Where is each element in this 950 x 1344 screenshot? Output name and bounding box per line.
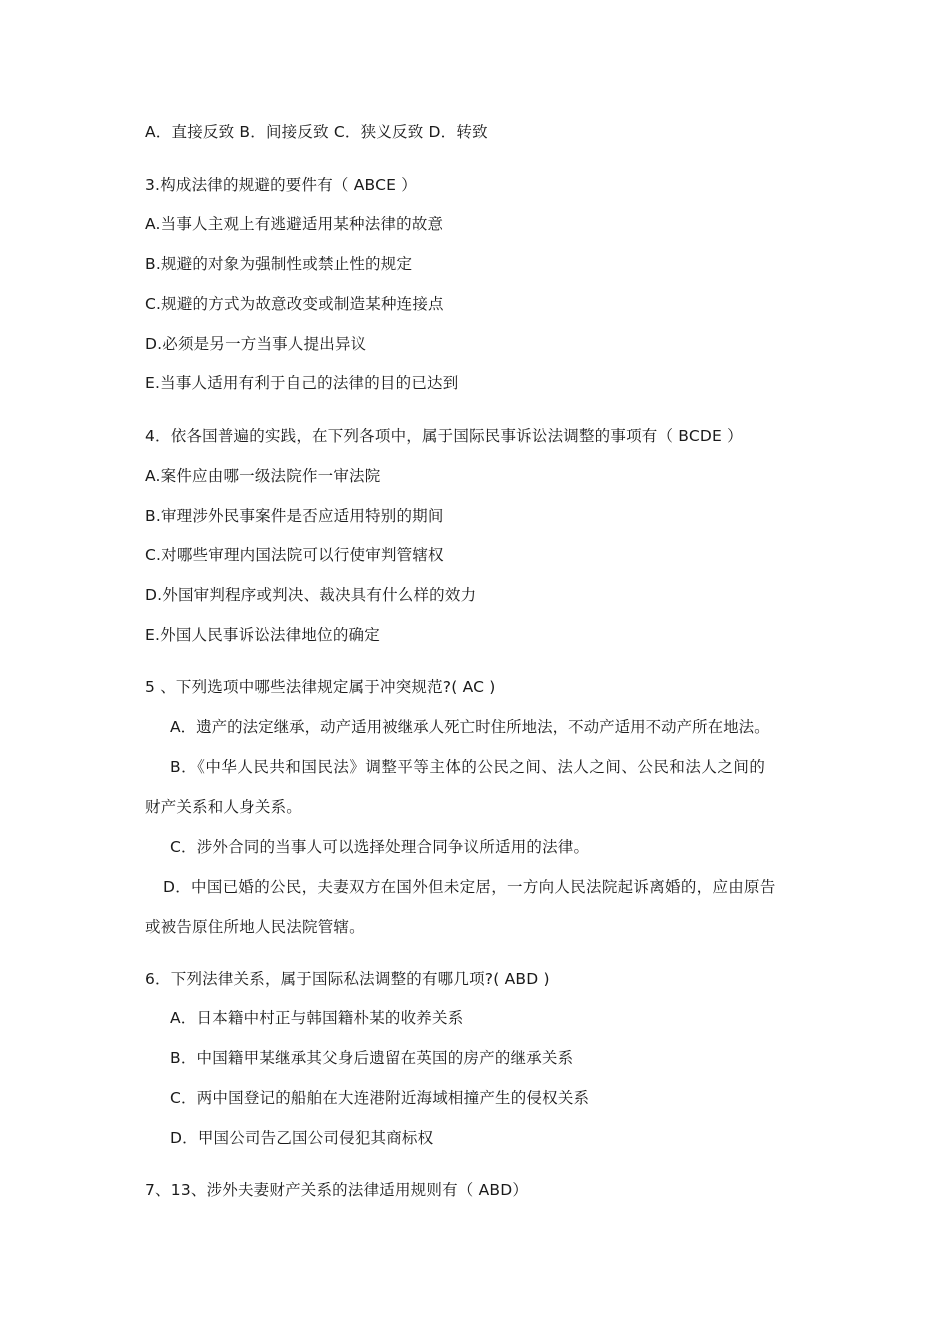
q4-option-a: A.案件应由哪一级法院作一审法院 xyxy=(145,467,381,485)
q3-option-a: A.当事人主观上有逃避适用某种法律的故意 xyxy=(145,215,444,233)
q4-option-b: B.审理涉外民事案件是否应适用特别的期间 xyxy=(145,507,444,525)
q5-option-c: C．涉外合同的当事人可以选择处理合同争议所适用的法律。 xyxy=(170,838,590,856)
q4-question: 4．依各国普遍的实践，在下列各项中，属于国际民事诉讼法调整的事项有（ BCDE ） xyxy=(145,427,743,445)
q6-option-c: C．两中国登记的船舶在大连港附近海域相撞产生的侵权关系 xyxy=(170,1089,590,1107)
q5-option-b-cont: 财产关系和人身关系。 xyxy=(145,798,303,816)
q6-option-b: B．中国籍甲某继承其父身后遗留在英国的房产的继承关系 xyxy=(170,1049,574,1067)
q4-option-c: C.对哪些审理内国法院可以行使审判管辖权 xyxy=(145,546,444,564)
q5-option-a: A．遗产的法定继承，动产适用被继承人死亡时住所地法，不动产适用不动产所在地法。 xyxy=(170,718,770,736)
q5-option-d: D．中国已婚的公民，夫妻双方在国外但未定居，一方向人民法院起诉离婚的，应由原告 xyxy=(163,878,776,896)
q3-option-c: C.规避的方式为故意改变或制造某种连接点 xyxy=(145,295,444,313)
q3-option-e: E.当事人适用有利于自己的法律的目的已达到 xyxy=(145,374,459,392)
q3-option-d: D.必须是另一方当事人提出异议 xyxy=(145,335,367,353)
q6-option-a: A．日本籍中村正与韩国籍朴某的收养关系 xyxy=(170,1009,464,1027)
q5-option-d-cont: 或被告原住所地人民法院管辖。 xyxy=(145,918,365,936)
q4-option-d: D.外国审判程序或判决、裁决具有什么样的效力 xyxy=(145,586,477,604)
q6-question: 6．下列法律关系，属于国际私法调整的有哪几项?( ABD ) xyxy=(145,970,550,988)
q5-question: 5 、下列选项中哪些法律规定属于冲突规范?( AC ) xyxy=(145,678,496,696)
q4-option-e: E.外国人民事诉讼法律地位的确定 xyxy=(145,626,380,644)
q7-question: 7、13、涉外夫妻财产关系的法律适用规则有（ ABD） xyxy=(145,1181,529,1199)
q6-option-d: D．甲国公司告乙国公司侵犯其商标权 xyxy=(170,1129,434,1147)
q5-option-b: B．《中华人民共和国民法》调整平等主体的公民之间、法人之间、公民和法人之间的 xyxy=(170,758,766,776)
q2-options: A．直接反致 B．间接反致 C．狭义反致 D．转致 xyxy=(145,123,488,141)
q3-question: 3.构成法律的规避的要件有（ ABCE ） xyxy=(145,176,417,194)
q3-option-b: B.规避的对象为强制性或禁止性的规定 xyxy=(145,255,413,273)
